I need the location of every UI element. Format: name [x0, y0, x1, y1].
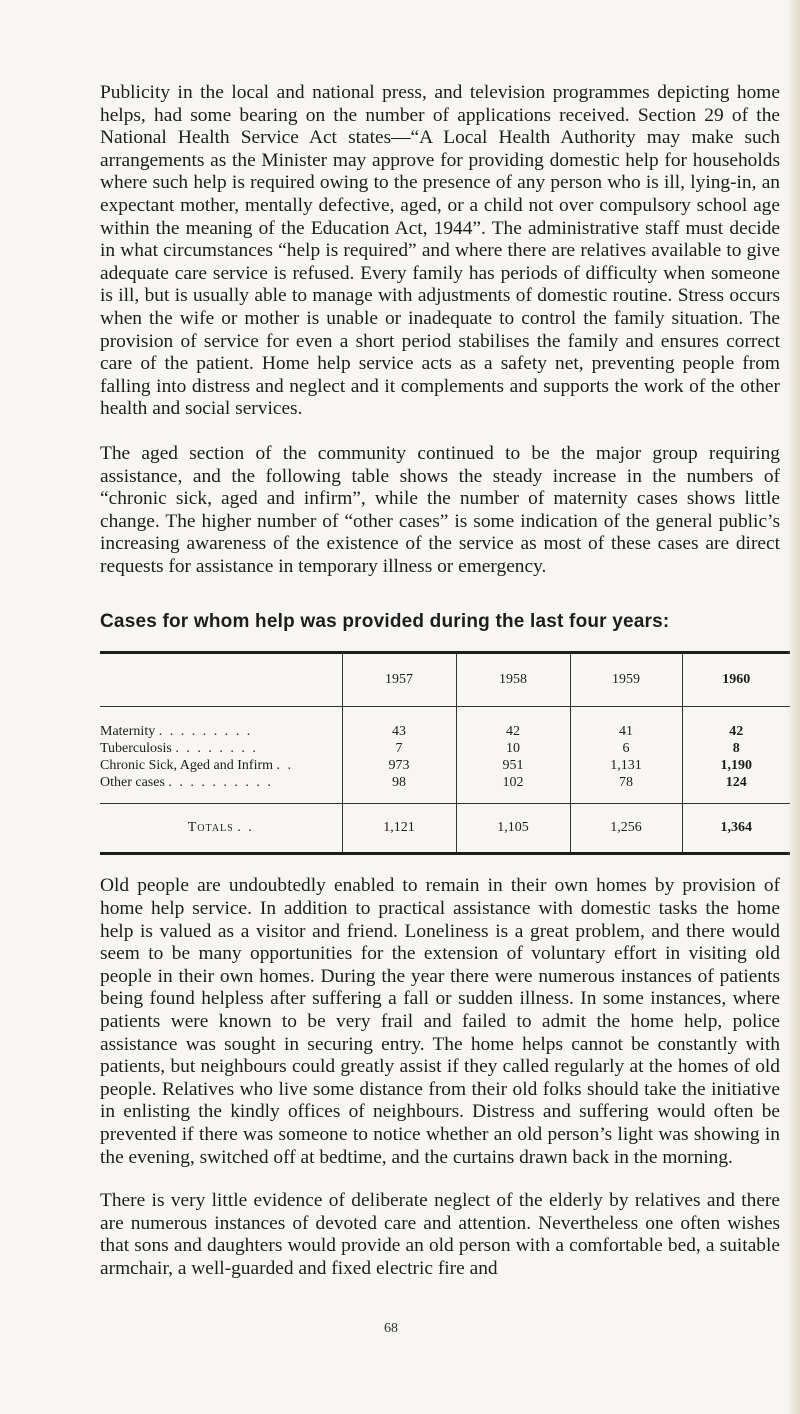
row-label-other-cases [100, 774, 342, 791]
leader-dots: . . . . . . . . [175, 741, 258, 757]
year-header-1959: 1959 [570, 653, 682, 707]
cell-value: 43 [392, 724, 406, 740]
cell-value: 78 [619, 775, 633, 791]
cell-value: 98 [392, 775, 406, 791]
totals-label: Totals [187, 820, 234, 836]
values-1958 [456, 707, 570, 804]
label-text: Tuberculosis [100, 741, 172, 757]
year-header-1957: 1957 [342, 653, 456, 707]
page-edge-shadow [786, 0, 800, 1414]
paragraph-aged-section: The aged section of the community continued to be the major group requiring assistance, and the following table shows the steady increase in the numbers of “chronic sick, aged and infirm”, while the number of maternity cases shows little change. The higher number of “other cases” is some indication of the general public’s increasing awareness of the existence of the service as most of these cases are direct requests for assistance in temporary illness or emergency. [100, 442, 780, 577]
paragraph-neglect: There is very little evidence of deliberate neglect of the elderly by relatives and there are numerous instances of devoted care and attention. Nevertheless one often wishes that sons and daughters would provide an old person with a comfortable bed, a suitable armchair, a well-guarded and fixed electric fire and [100, 1190, 780, 1279]
year-header-1960: 1960 [682, 653, 790, 707]
paragraph-publicity: Publicity in the local and national press, and television programmes depicting home helps, had some bearing on the number of applications received. Section 29 of the National Health Service Act states—“A Local Health Authority may make such arrangements as the Minister may approve for providing domestic help for households where such help is required owing to the presence of any person who is ill, lying-in, an expectant mother, mentally defective, aged, or a child not over compulsory school age within the meaning of the Education Act, 1944”. The administrative staff must decide in what circumstances “help is required” and where there are relatives available to give adequate care service is refused. Every family has periods of difficulty when someone is ill, but is usually able to manage with adjustments of domestic routine. Stress occurs when the wife or mother is unable or inadequate to control the family situation. The provision of service for even a short period stabilises the family and ensures correct care of the patient. Home help service acts as a safety net, preventing people from falling into distress and neglect and it complements and supports the work of the other health and social services. [100, 82, 780, 420]
leader-dots: . . [237, 820, 254, 836]
cell-value: 10 [506, 741, 520, 757]
totals-label-cell [100, 804, 342, 854]
cell-value: 42 [506, 724, 520, 740]
year-header-1958: 1958 [456, 653, 570, 707]
label-text: Chronic Sick, Aged and Infirm [100, 758, 274, 774]
totals-row [100, 804, 790, 854]
cell-value: 102 [502, 775, 524, 791]
total-1959: 1,256 [570, 804, 682, 854]
total-1957: 1,121 [342, 804, 456, 854]
total-1960: 1,364 [682, 804, 790, 854]
values-1957 [342, 707, 456, 804]
cell-value: 8 [732, 741, 740, 757]
table-heading: Cases for whom help was provided during the last four years: [100, 611, 670, 633]
cell-value: 1,131 [610, 758, 642, 774]
cases-table [100, 651, 790, 855]
stub-header [100, 653, 342, 707]
row-label-tuberculosis [100, 740, 342, 757]
cell-value: 1,190 [720, 758, 752, 774]
cell-value: 42 [729, 724, 744, 740]
values-1959 [570, 707, 682, 804]
cell-value: 41 [619, 724, 633, 740]
label-text: Other cases [100, 775, 165, 791]
page-number: 68 [384, 1321, 398, 1336]
cell-value: 951 [502, 758, 524, 774]
total-1958: 1,105 [456, 804, 570, 854]
cell-value: 973 [388, 758, 410, 774]
label-text: Maternity [100, 724, 156, 740]
cell-value: 6 [622, 741, 630, 757]
row-labels [100, 707, 342, 804]
leader-dots: . . . . . . . . . [158, 724, 253, 740]
values-1960 [682, 707, 790, 804]
paragraph-old-people: Old people are undoubtedly enabled to remain in their own homes by provision of home help service. In addition to practical assistance with domestic tasks the home help is valued as a visitor and friend. Loneliness is a great problem, and there would seem to be many opportunities for the extension of voluntary effort in visiting old people in their own homes. During the year there were numerous instances of patients being found helpless after suffering a fall or sudden illness. In some instances, where patients were known to be very frail and failed to admit the home help, police assistance was sought in securing entry. The home helps cannot be constantly with patients, but neighbours could greatly assist if they called regularly at the homes of old people. Relatives who live some distance from their old folks should take the initiative in enlisting the kindly offices of neighbours. Distress and suffering would often be prevented if there was someone to notice whether an old person’s light was showing in the evening, switched off at bedtime, and the curtains drawn back in the morning. [100, 875, 780, 1168]
leader-dots: . . [276, 758, 294, 774]
cell-value: 124 [725, 775, 747, 791]
row-label-chronic-sick [100, 757, 342, 774]
table-body-row [100, 707, 790, 804]
document-page [100, 82, 780, 1281]
cell-value: 7 [395, 741, 403, 757]
table-header-row [100, 653, 790, 707]
leader-dots: . . . . . . . . . . [168, 775, 273, 791]
row-label-maternity [100, 723, 342, 740]
